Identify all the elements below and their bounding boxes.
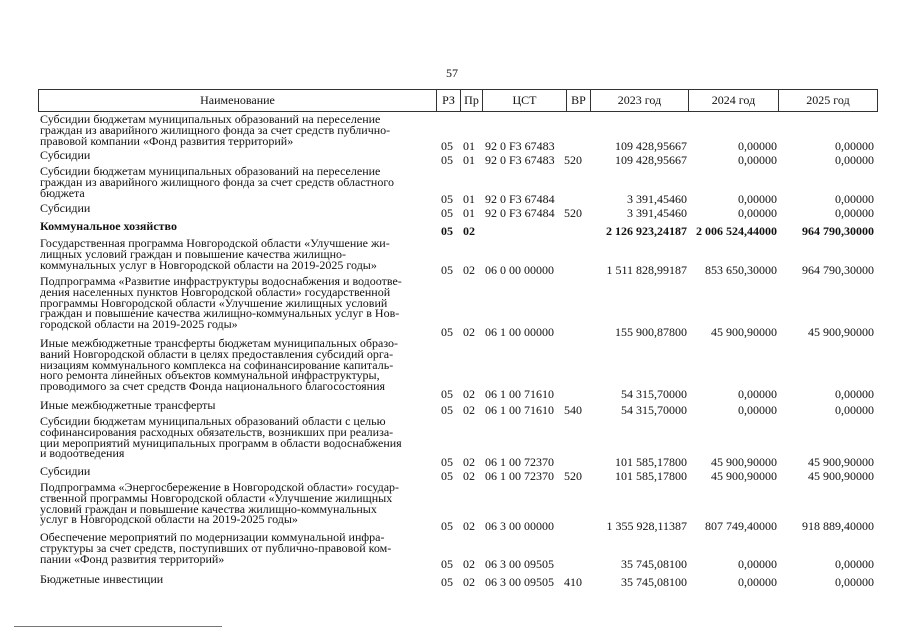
row-name: Субсидии [40,464,91,478]
cell-pr: 02 [463,557,475,571]
cell-vr: 410 [564,575,582,589]
cell-vr: 520 [564,153,582,167]
cell-value-2023: 1 355 928,11387 [606,519,687,533]
cell-value-2023: 35 745,08100 [621,575,687,589]
row-name: Подпрограмма «Энергосбережение в Новгородской области» государ- ственной программы Новгородской области «Улучшение жилищных условий граждан и повышение качества жилищно-коммунальных услуг в Новгородской области на 2019-2025 годы» [40,480,400,527]
cell-value-2025: 964 790,30000 [802,263,874,277]
cell-cst: 06 1 00 72370 [485,455,554,469]
cell-value-2024: 0,00000 [738,139,777,153]
cell-value-2023: 54 315,70000 [621,403,687,417]
cell-rz: 05 [441,224,453,238]
cell-rz: 05 [441,192,453,206]
cell-value-2025: 964 790,30000 [802,224,874,238]
cell-cst: 06 1 00 71610 [485,403,554,417]
cell-value-2025: 0,00000 [835,192,874,206]
cell-pr: 01 [463,192,475,206]
cell-value-2024: 807 749,40000 [705,519,777,533]
cell-value-2023: 1 511 828,99187 [606,263,687,277]
row-name: Субсидии бюджетам муниципальных образований на переселение граждан из аварийного жилищного фонда за счет средств публично- правовой компании «Фонд развития территорий» [40,112,391,148]
cell-rz: 05 [441,139,453,153]
cell-vr: 520 [564,206,582,220]
cell-value-2023: 3 391,45460 [627,192,687,206]
cell-pr: 02 [463,403,475,417]
cell-cst: 06 1 00 71610 [485,387,554,401]
cell-vr: 540 [564,403,582,417]
header-2024: 2024 год [688,90,778,112]
cell-value-2023: 35 745,08100 [621,557,687,571]
header-vr: ВР [566,90,590,112]
cell-rz: 05 [441,519,453,533]
row-name: Государственная программа Новгородской области «Улучшение жи- лищных условий граждан и повышение качества жилищно- коммунальных услуг в Новгородской области на 2019-2025 годы» [40,236,390,272]
cell-value-2023: 101 585,17800 [615,469,687,483]
cell-cst: 92 0 F3 67484 [485,192,555,206]
cell-rz: 05 [441,469,453,483]
cell-cst: 06 3 00 00000 [485,519,554,533]
cell-value-2023: 101 585,17800 [615,455,687,469]
cell-rz: 05 [441,263,453,277]
header-rz: РЗ [436,90,460,112]
cell-pr: 02 [463,325,475,339]
cell-value-2024: 2 006 524,44000 [696,224,777,238]
cell-pr: 02 [463,575,475,589]
header-cst: ЦСТ [482,90,566,112]
row-name: Субсидии бюджетам муниципальных образований области с целью софинансирования расходных обязательств, возникших при реализа- ции мероприятий муниципальных программ в области водоснабжения и водоотведения [40,414,402,461]
cell-value-2024: 0,00000 [738,387,777,401]
cell-cst: 92 0 F3 67483 [485,153,555,167]
row-name: Коммунальное хозяйство [40,219,177,233]
cell-rz: 05 [441,153,453,167]
header-2023: 2023 год [590,90,688,112]
cell-cst: 92 0 F3 67484 [485,206,555,220]
cell-value-2024: 45 900,90000 [711,455,777,469]
row-name: Бюджетные инвестиции [40,572,164,586]
cell-cst: 92 0 F3 67483 [485,139,555,153]
cell-value-2023: 2 126 923,24187 [606,224,687,238]
cell-cst: 06 3 00 09505 [485,575,554,589]
row-name: Иные межбюджетные трансферты бюджетам муниципальных образо- ваний Новгородской области в целях предоставления субсидий орга- низациям коммунального комплекса на софинансирование капиталь- ного ремонта линейных объектов коммунальной инфраструктуры, проводимого за счет средств Фонда национального благосостояния [40,336,398,394]
header-name: Наименование [38,90,436,112]
cell-rz: 05 [441,575,453,589]
cell-value-2023: 109 428,95667 [615,139,687,153]
row-name: Субсидии [40,148,91,162]
cell-value-2024: 853 650,30000 [705,263,777,277]
cell-pr: 01 [463,139,475,153]
cell-value-2024: 0,00000 [738,575,777,589]
header-2025: 2025 год [778,90,878,112]
cell-value-2023: 3 391,45460 [627,206,687,220]
cell-pr: 02 [463,519,475,533]
row-name: Субсидии [40,201,91,215]
row-name: Подпрограмма «Развитие инфраструктуры водоснабжения и водоотве- дения населенных пунктов Новгородской области» государственной программы Новгородской области «Улучшение жилищных условий граждан и повышение качества жилищно-коммунальных услуг в Нов- городской области на 2019-2025 годы» [40,274,402,332]
page-number: 57 [446,66,458,80]
cell-value-2023: 155 900,87800 [615,325,687,339]
cell-cst: 06 3 00 09505 [485,557,554,571]
cell-pr: 02 [463,224,475,238]
cell-value-2025: 45 900,90000 [808,469,874,483]
cell-value-2024: 45 900,90000 [711,469,777,483]
cell-rz: 05 [441,206,453,220]
cell-value-2024: 45 900,90000 [711,325,777,339]
cell-pr: 02 [463,263,475,277]
cell-value-2025: 0,00000 [835,153,874,167]
footer-divider [14,626,222,627]
cell-value-2025: 45 900,90000 [808,455,874,469]
cell-value-2025: 45 900,90000 [808,325,874,339]
cell-pr: 02 [463,387,475,401]
cell-value-2025: 918 889,40000 [802,519,874,533]
cell-cst: 06 1 00 72370 [485,469,554,483]
cell-pr: 01 [463,153,475,167]
cell-value-2025: 0,00000 [835,403,874,417]
cell-value-2024: 0,00000 [738,206,777,220]
cell-rz: 05 [441,387,453,401]
cell-value-2025: 0,00000 [835,557,874,571]
cell-rz: 05 [441,403,453,417]
cell-cst: 06 1 00 00000 [485,325,554,339]
cell-value-2025: 0,00000 [835,139,874,153]
cell-rz: 05 [441,325,453,339]
row-name: Обеспечение мероприятий по модернизации коммунальной инфра- структуры за счет средств, поступивших от публично-правовой ком- пании «Фонд развития территорий» [40,530,392,566]
cell-value-2024: 0,00000 [738,403,777,417]
cell-value-2023: 109 428,95667 [615,153,687,167]
row-name: Иные межбюджетные трансферты [40,398,216,412]
cell-value-2025: 0,00000 [835,387,874,401]
cell-pr: 01 [463,206,475,220]
header-pr: Пр [460,90,482,112]
row-name: Субсидии бюджетам муниципальных образований на переселение граждан из аварийного жилищного фонда за счет средств областного бюджета [40,164,394,200]
cell-value-2025: 0,00000 [835,575,874,589]
cell-rz: 05 [441,557,453,571]
cell-value-2024: 0,00000 [738,557,777,571]
cell-value-2024: 0,00000 [738,153,777,167]
cell-value-2023: 54 315,70000 [621,387,687,401]
cell-vr: 520 [564,469,582,483]
cell-cst: 06 0 00 00000 [485,263,554,277]
cell-value-2025: 0,00000 [835,206,874,220]
cell-pr: 02 [463,455,475,469]
cell-pr: 02 [463,469,475,483]
cell-rz: 05 [441,455,453,469]
cell-value-2024: 0,00000 [738,192,777,206]
